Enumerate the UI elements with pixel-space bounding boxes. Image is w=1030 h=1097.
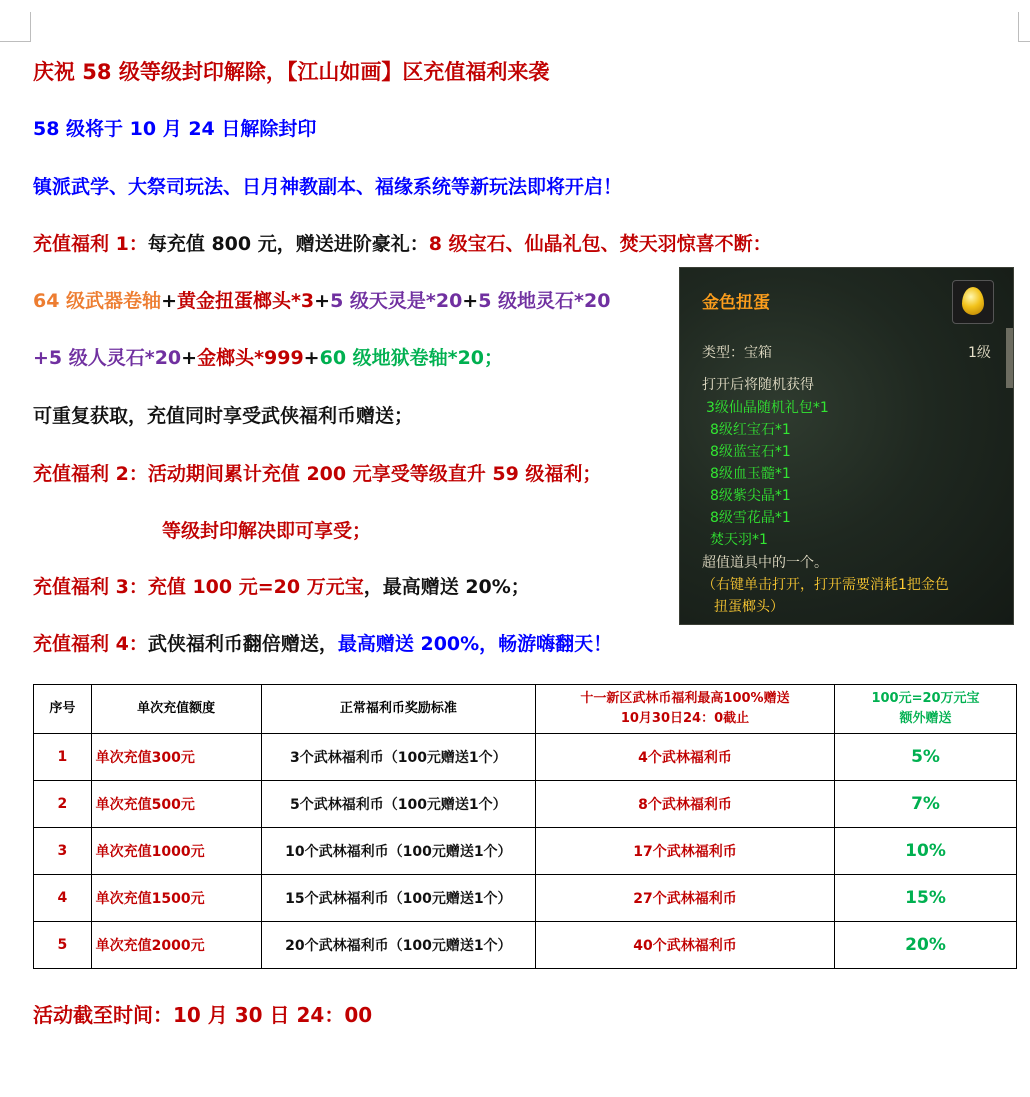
header-normal: 正常福利币奖励标准 bbox=[261, 685, 535, 734]
benefit-3-label: 充值福利 3： bbox=[33, 576, 148, 598]
cell-seq: 4 bbox=[34, 875, 92, 922]
cell-new: 4个武林福利币 bbox=[535, 734, 834, 781]
cell-amount: 单次充值300元 bbox=[91, 734, 261, 781]
table-row bbox=[34, 922, 1017, 969]
cell-extra: 15% bbox=[835, 875, 1017, 922]
tooltip-level: 1级 bbox=[968, 345, 991, 361]
benefit-1-note: 可重复获取，充值同时享受武侠福利币赠送； bbox=[33, 405, 414, 427]
page-title bbox=[33, 59, 549, 85]
benefit-2-label: 充值福利 2： bbox=[33, 463, 148, 485]
item-segment: +5 级人灵石*20 bbox=[33, 347, 182, 369]
header-amount: 单次充值额度 bbox=[91, 685, 261, 734]
cell-new: 8个武林福利币 bbox=[535, 781, 834, 828]
cell-extra: 7% bbox=[835, 781, 1017, 828]
tooltip-item: 焚天羽*1 bbox=[710, 532, 768, 548]
tooltip-item: 8级蓝宝石*1 bbox=[710, 444, 791, 460]
rewards-table bbox=[33, 684, 1017, 969]
item-slot bbox=[952, 280, 994, 324]
tooltip-scrollbar bbox=[1006, 328, 1013, 388]
table-row bbox=[34, 734, 1017, 781]
item-segment: 64 级武器卷轴 bbox=[33, 290, 162, 312]
benefit-4-tail: 最高赠送 200%，畅游嗨翻天！ bbox=[337, 633, 613, 655]
header-new-zone bbox=[535, 685, 834, 734]
cell-extra: 5% bbox=[835, 734, 1017, 781]
cell-normal: 20个武林福利币（100元赠送1个） bbox=[261, 922, 535, 969]
cell-normal: 5个武林福利币（100元赠送1个） bbox=[261, 781, 535, 828]
item-segment: 黄金扭蛋榔头*3 bbox=[176, 290, 315, 312]
cell-seq: 5 bbox=[34, 922, 92, 969]
item-segment: 60 级地狱卷轴*20； bbox=[319, 347, 504, 369]
cell-normal: 15个武林福利币（100元赠送1个） bbox=[261, 875, 535, 922]
benefit-4-label: 充值福利 4： bbox=[33, 633, 148, 655]
benefit-4 bbox=[33, 631, 612, 657]
item-segment: + bbox=[303, 347, 320, 369]
cell-seq: 1 bbox=[34, 734, 92, 781]
header-extra-line-2: 额外赠送 bbox=[899, 711, 952, 726]
item-segment: + bbox=[161, 290, 177, 312]
tooltip-title: 金色扭蛋 bbox=[702, 293, 770, 313]
deadline: 活动截至时间：10 月 30 日 24：00 bbox=[33, 1003, 373, 1027]
header-extra-line-1: 100元=20万元宝 bbox=[871, 691, 980, 706]
cell-extra: 10% bbox=[835, 828, 1017, 875]
benefit-1-gift: 8 级宝石、仙晶礼包、焚天羽惊喜不断： bbox=[428, 233, 772, 255]
benefit-3-text: 充值 100 元=20 万元宝 bbox=[147, 576, 364, 598]
header-new-line-1: 十一新区武林币福利最高100%赠送 bbox=[580, 691, 790, 706]
benefit-2-sub: 等级封印解决即可享受； bbox=[162, 520, 372, 542]
new-features: 镇派武学、大祭司玩法、日月神教副本、福缘系统等新玩法即将开启！ bbox=[33, 176, 623, 198]
header-seq: 序号 bbox=[34, 685, 92, 734]
benefit-1-label: 充值福利 1： bbox=[33, 233, 148, 255]
crop-mark bbox=[30, 12, 31, 42]
benefit-1-text: 每充值 800 元，赠送进阶豪礼： bbox=[147, 233, 429, 255]
crop-mark bbox=[0, 41, 30, 42]
benefit-3 bbox=[33, 574, 530, 600]
item-segment: 金榔头*999 bbox=[197, 347, 304, 369]
cell-new: 40个武林福利币 bbox=[535, 922, 834, 969]
table-row bbox=[34, 828, 1017, 875]
cell-new: 27个武林福利币 bbox=[535, 875, 834, 922]
tooltip-intro: 打开后将随机获得 bbox=[702, 377, 814, 393]
cell-seq: 2 bbox=[34, 781, 92, 828]
benefit-2 bbox=[33, 461, 601, 487]
item-segment: 5 级天灵是*20 bbox=[330, 290, 463, 312]
item-segment: 5 级地灵石*20 bbox=[478, 290, 611, 312]
cell-normal: 3个武林福利币（100元赠送1个） bbox=[261, 734, 535, 781]
table-row bbox=[34, 875, 1017, 922]
table-row bbox=[34, 781, 1017, 828]
benefit-3-tail: ，最高赠送 20%； bbox=[363, 576, 530, 598]
title-text: 庆祝 58 级等级封印解除，【江山如画】区充值福利来袭 bbox=[33, 60, 550, 84]
tooltip-item: 8级红宝石*1 bbox=[710, 422, 791, 438]
cell-amount: 单次充值500元 bbox=[91, 781, 261, 828]
unseal-date: 58 级将于 10 月 24 日解除封印 bbox=[33, 118, 317, 140]
benefit-4-text: 武侠福利币翻倍赠送， bbox=[147, 633, 338, 655]
table-header-row bbox=[34, 685, 1017, 734]
cell-extra: 20% bbox=[835, 922, 1017, 969]
item-tooltip-image bbox=[679, 267, 1014, 625]
item-segment: + bbox=[314, 290, 331, 312]
header-new-line-2: 10月30日24：0截止 bbox=[620, 711, 750, 726]
tooltip-item: 8级雪花晶*1 bbox=[710, 510, 791, 526]
cell-amount: 单次充值1500元 bbox=[91, 875, 261, 922]
cell-amount: 单次充值1000元 bbox=[91, 828, 261, 875]
tooltip-item: 8级血玉髓*1 bbox=[710, 466, 791, 482]
tooltip-footer: （右键单击打开，打开需要消耗1把金色 bbox=[702, 577, 949, 593]
item-segment: + bbox=[462, 290, 479, 312]
cell-normal: 10个武林福利币（100元赠送1个） bbox=[261, 828, 535, 875]
cell-seq: 3 bbox=[34, 828, 92, 875]
cell-amount: 单次充值2000元 bbox=[91, 922, 261, 969]
crop-mark bbox=[1018, 12, 1019, 42]
item-segment: + bbox=[181, 347, 198, 369]
benefit-1 bbox=[33, 231, 772, 257]
tooltip-type: 类型：宝箱 bbox=[702, 345, 772, 361]
crop-mark bbox=[1018, 41, 1030, 42]
tooltip-item: 3级仙晶随机礼包*1 bbox=[706, 400, 829, 416]
golden-egg-icon bbox=[962, 287, 984, 315]
benefit-1-items-line-1 bbox=[33, 288, 610, 314]
tooltip-footer: 扭蛋榔头） bbox=[714, 599, 784, 615]
header-extra bbox=[835, 685, 1017, 734]
tooltip-item: 8级紫尖晶*1 bbox=[710, 488, 791, 504]
benefit-2-text: 活动期间累计充值 200 元享受等级直升 59 级福利； bbox=[147, 463, 602, 485]
benefit-1-items-line-2 bbox=[33, 345, 503, 371]
tooltip-footer: 超值道具中的一个。 bbox=[702, 555, 828, 571]
cell-new: 17个武林福利币 bbox=[535, 828, 834, 875]
